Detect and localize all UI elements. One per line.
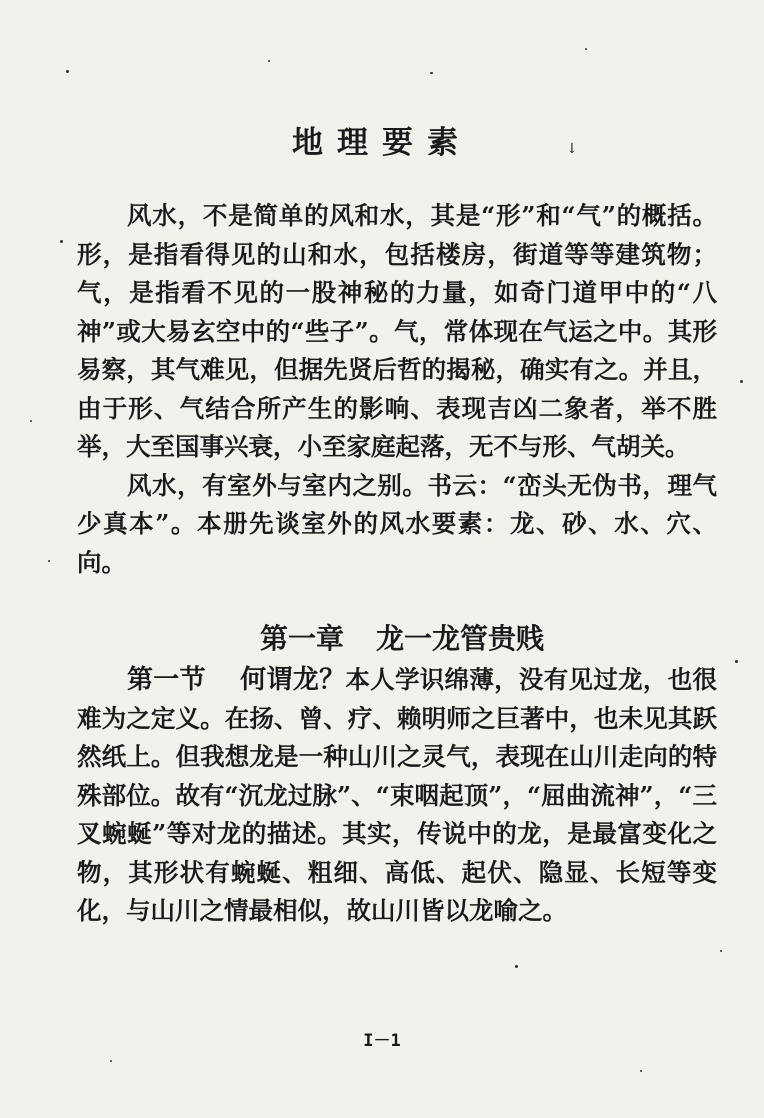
scan-speck (740, 380, 743, 383)
scan-speck (515, 965, 518, 968)
chapter-number: 第一章 (259, 622, 344, 655)
page-title: 地理要素 (292, 125, 472, 161)
intro-paragraph-2: 风水，有室外与室内之别。书云：“峦头无伪书，理气少真本”。本册先谈室外的风水要素：龙、砂、水、穴、向。 (77, 470, 717, 577)
scan-speck (30, 420, 32, 422)
page-number: I－1 (363, 1031, 401, 1051)
section-block (77, 661, 717, 931)
scan-speck (640, 1070, 642, 1072)
scan-speck (720, 950, 722, 952)
scan-speck (585, 48, 587, 50)
intro-paragraph-1: 风水，不是简单的风和水，其是“形”和“气”的概括。形，是指看得见的山和水，包括楼房，街道等等建筑物；气，是指看不见的一股神秘的力量，如奇门道甲中的“八神”或大易玄空中的“些子”。气，常体现在气运之中。其形易察，其气难见，但据先贤后哲的揭秘，确实有之。并且，由于形、气结合所产生的影响、表现吉凶二象者，举不胜举，大至国事兴衰，小至家庭起落，无不与形、气胡关。 (77, 201, 717, 461)
scan-speck (60, 240, 63, 243)
chapter-heading (0, 617, 764, 657)
section-number: 第一节 (127, 665, 206, 695)
scan-speck (268, 60, 270, 62)
scan-speck (430, 72, 433, 74)
scan-mark: ↓ (566, 141, 578, 157)
section-text: 本人学识绵薄，没有见过龙，也很难为之定义。在扬、曾、疗、赖明师之巨著中，也未见其跃然纸上。但我想龙是一种山川之灵气，表现在山川走向的特殊部位。故有“沉龙过脉”、“束咽起顶”，“屈曲流神”，“三叉蜿蜒”等对龙的描述。其实，传说中的龙，是最富变化之物，其形状有蜿蜒、粗细、高低、起伏、隐显、长短等变化，与山川之情最相似，故山川皆以龙喻之。 (77, 665, 717, 925)
chapter-title: 龙一龙管贵贱 (376, 622, 545, 655)
section-title: 何谓龙？ (239, 665, 346, 695)
scan-speck (110, 1060, 112, 1062)
scan-speck (48, 560, 50, 562)
scan-speck (66, 70, 69, 73)
scan-speck (735, 660, 738, 663)
intro-text (77, 197, 717, 582)
section-heading (127, 665, 345, 695)
